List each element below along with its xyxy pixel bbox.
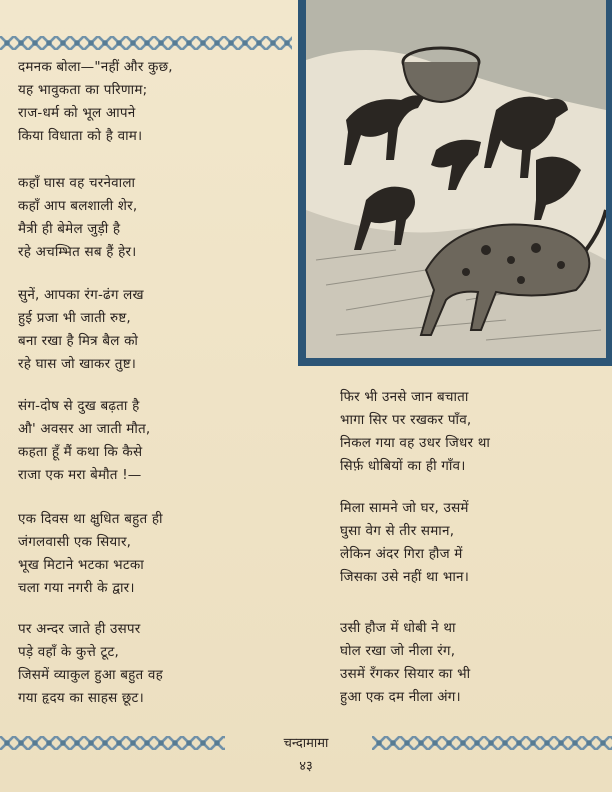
page-number: ४३	[299, 759, 313, 774]
verse-line: कहाँ घास वह चरनेवाला	[18, 175, 136, 191]
verse-line: हुआ एक दम नीला अंग।	[340, 689, 461, 705]
right-stanza-2	[340, 497, 469, 589]
verse-line: हुई प्रजा भी जाती रुष्ट,	[18, 310, 131, 326]
verse-line: चला गया नगरी के द्वार।	[18, 580, 135, 596]
verse-line: पर अन्दर जाते ही उसपर	[18, 621, 141, 637]
verse-line: सुनें, आपका रंग-ढंग लख	[18, 287, 144, 303]
story-illustration	[298, 0, 612, 366]
verse-line: जिसमें व्याकुल हुआ बहुत वह	[18, 667, 163, 683]
verse-line: संग-दोष से दुख बढ़ता है	[18, 398, 140, 414]
verse-line: दमनक बोला—"नहीं और कुछ,	[18, 59, 173, 75]
verse-line: भूख मिटाने भटका भटका	[18, 557, 144, 573]
left-stanza-6	[18, 618, 163, 710]
verse-line: उसमें रँगकर सियार का भी	[340, 666, 471, 682]
verse-line: बना रखा है मित्र बैल को	[18, 333, 139, 349]
magazine-title: चन्दामामा	[283, 736, 329, 751]
verse-line: एक दिवस था क्षुधित बहुत ही	[18, 511, 163, 527]
verse-line: रहे घास जो खाकर तुष्ट।	[18, 356, 137, 372]
verse-line: रहे अचम्भित सब हैं हेर।	[18, 244, 137, 260]
verse-line: सिर्फ़ धोबियों का ही गाँव।	[340, 458, 466, 474]
verse-line: किया विधाता को है वाम।	[18, 128, 143, 144]
verse-line: कहता हूँ मैं कथा कि कैसे	[18, 444, 143, 460]
left-stanza-4	[18, 395, 150, 487]
left-stanza-2	[18, 172, 137, 264]
verse-line: घोल रखा जो नीला रंग,	[340, 643, 456, 659]
left-stanza-1	[18, 56, 173, 148]
verse-line: औ' अवसर आ जाती मौत,	[18, 421, 151, 437]
jackal-chased-by-dogs-illustration	[306, 0, 606, 358]
verse-line: लेकिन अंदर गिरा हौज में	[340, 546, 463, 562]
left-stanza-3	[18, 284, 144, 376]
verse-line: मिला सामने जो घर, उसमें	[340, 500, 469, 516]
verse-line: जंगलवासी एक सियार,	[18, 534, 132, 550]
verse-line: घुसा वेग से तीर समान,	[340, 523, 455, 539]
verse-line: उसी हौज में धोबी ने था	[340, 620, 456, 636]
verse-line: पड़े वहाँ के कुत्ते टूट,	[18, 644, 119, 660]
right-stanza-1	[340, 386, 490, 478]
verse-line: भागा सिर पर रखकर पाँव,	[340, 412, 472, 428]
right-stanza-3	[340, 617, 470, 709]
top-ornamental-border	[0, 36, 292, 50]
verse-line: कहाँ आप बलशाली शेर,	[18, 198, 138, 214]
verse-line: गया हृदय का साहस छूट।	[18, 690, 144, 706]
verse-line: राज-धर्म को भूल आपने	[18, 105, 136, 121]
left-stanza-5	[18, 508, 163, 600]
verse-line: फिर भी उनसे जान बचाता	[340, 389, 469, 405]
verse-line: निकल गया वह उधर जिधर था	[340, 435, 491, 451]
verse-line: यह भावुकता का परिणाम;	[18, 82, 148, 98]
verse-line: जिसका उसे नहीं था भान।	[340, 569, 470, 585]
verse-line: राजा एक मरा बेमौत !—	[18, 467, 142, 483]
verse-line: मैत्री ही बेमेल जुड़ी है	[18, 221, 121, 237]
